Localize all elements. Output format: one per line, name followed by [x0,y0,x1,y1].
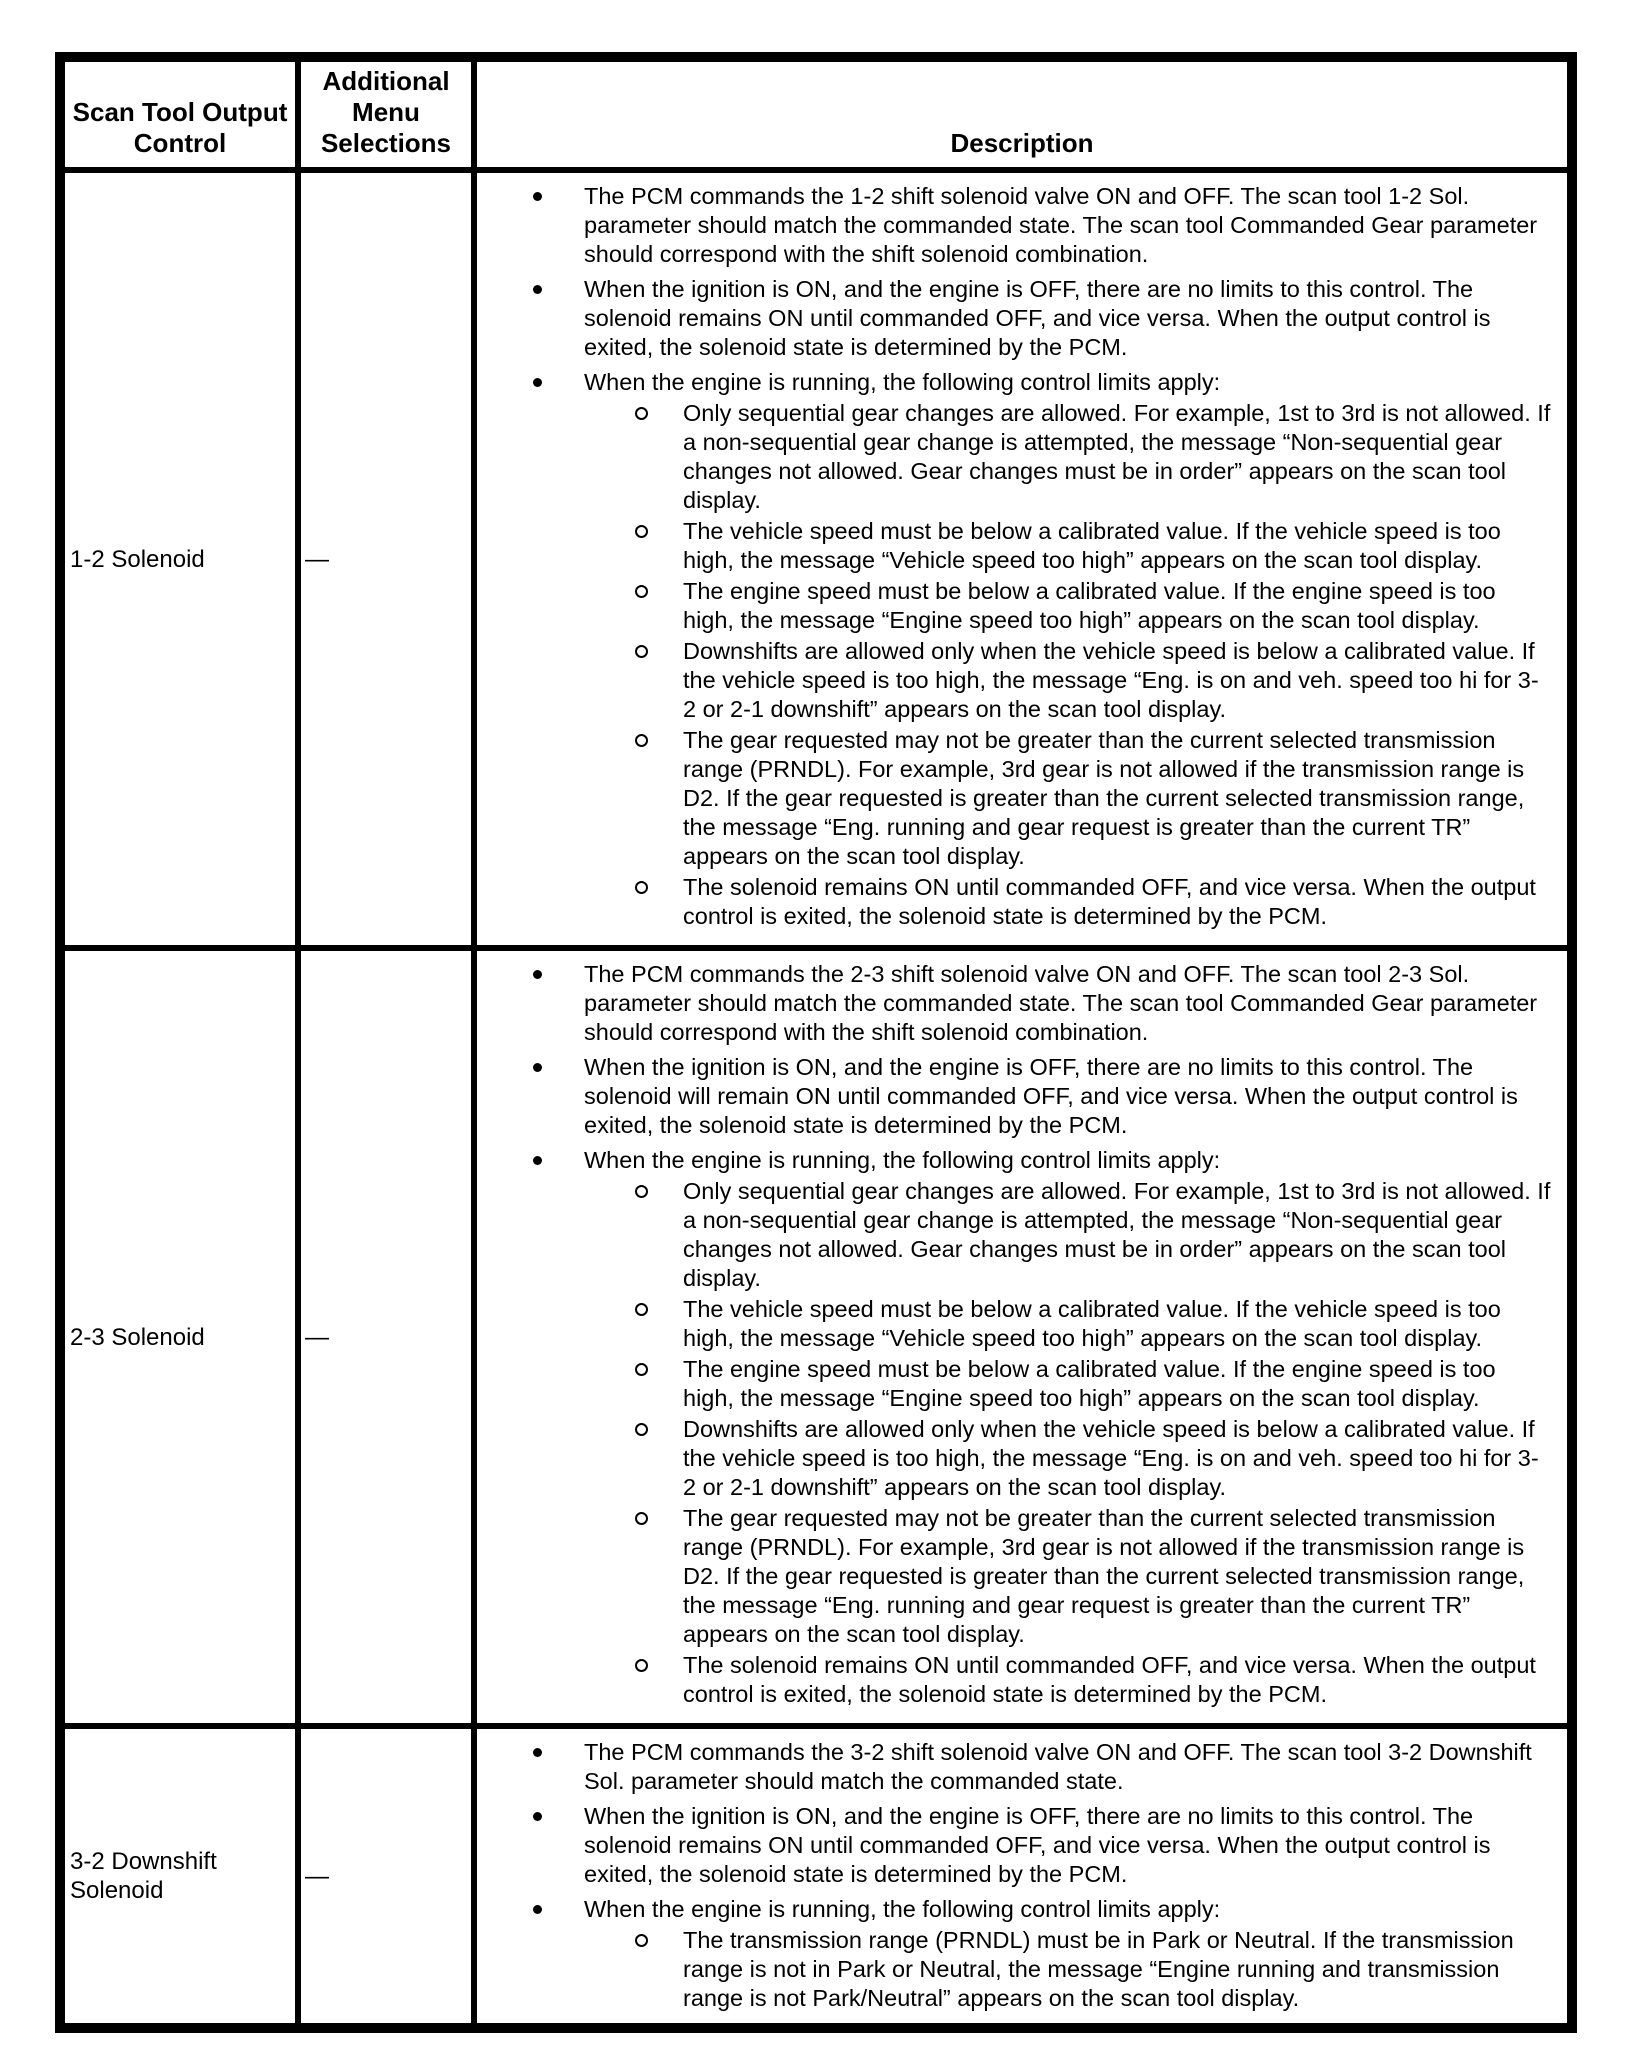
circle-bullet-icon [635,407,648,420]
bullet-text: The PCM commands the 1-2 shift solenoid valve ON and OFF. The scan tool 1-2 Sol. parameter should match the commanded state. The scan tool Commanded Gear parameter should correspond with the shift solenoid combination. [584,183,1538,267]
bullet-text: When the ignition is ON, and the engine is OFF, there are no limits to this control. The solenoid will remain ON until commanded OFF, and vice versa. When the output control is exited, the solenoid state is determined by the PCM. [584,1054,1518,1138]
menu-cell [298,948,474,1726]
sub-bullet-item [584,517,1551,575]
bullet-text: The PCM commands the 2-3 shift solenoid valve ON and OFF. The scan tool 2-3 Sol. parameter should match the commanded state. The scan tool Commanded Gear parameter should correspond with the shift solenoid combination. [584,961,1538,1045]
sub-bullet-item [584,1415,1551,1502]
bullet-item [477,1895,1551,2013]
sub-bullet-text: Downshifts are allowed only when the vehicle speed is below a calibrated value. If the vehicle speed is too high, the message “Eng. is on and veh. speed too hi for 3-2 or 2-1 downshift” appears on the scan tool display. [683,638,1539,722]
sub-bullet-list [584,1926,1551,2013]
control-label: 2-3 Solenoid [70,1323,205,1351]
bullet-list [477,960,1551,1709]
header-additional-menu-selections: Additional Menu Selections [298,57,474,170]
bullet-item [477,1146,1551,1709]
sub-bullet-item [584,1651,1551,1709]
control-label: 1-2 Solenoid [70,545,205,573]
circle-bullet-icon [635,1423,648,1436]
bullet-text: When the ignition is ON, and the engine is OFF, there are no limits to this control. The solenoid remains ON until commanded OFF, and vice versa. When the output control is exited, the solenoid state is determined by the PCM. [584,276,1491,360]
output-control-table [55,52,1577,2033]
bullet-list [477,1738,1551,2013]
sub-bullet-text: Downshifts are allowed only when the vehicle speed is below a calibrated value. If the vehicle speed is too high, the message “Eng. is on and veh. speed too hi for 3-2 or 2-1 downshift” appears on the scan tool display. [683,1416,1539,1500]
menu-value: — [305,1323,329,1351]
circle-bullet-icon [635,1512,648,1525]
table-body [60,170,1572,2028]
circle-bullet-icon [635,734,648,747]
circle-bullet-icon [635,1659,648,1672]
description-cell [474,1726,1572,2028]
table-header-row [60,57,1572,170]
bullet-dot-icon [533,285,542,294]
bullet-dot-icon [533,192,542,201]
table-row [60,948,1572,1726]
menu-value: — [305,545,329,573]
bullet-item [477,368,1551,931]
sub-bullet-text: The engine speed must be below a calibrated value. If the engine speed is too high, the message “Engine speed too high” appears on the scan tool display. [683,1356,1496,1411]
circle-bullet-icon [635,1185,648,1198]
circle-bullet-icon [635,525,648,538]
table-row [60,170,1572,948]
sub-bullet-item [584,1355,1551,1413]
bullet-item [477,1053,1551,1140]
bullet-item [477,1738,1551,1796]
sub-bullet-text: The solenoid remains ON until commanded OFF, and vice versa. When the output control is exited, the solenoid state is determined by the PCM. [683,1652,1536,1707]
bullet-dot-icon [533,378,542,387]
sub-bullet-text: Only sequential gear changes are allowed. For example, 1st to 3rd is not allowed. If a non-sequential gear change is attempted, the message “Non-sequential gear changes not allowed. Gear changes must be in order” appears on the scan tool display. [683,400,1551,513]
sub-bullet-list [584,399,1551,931]
bullet-list [477,182,1551,931]
sub-bullet-text: The solenoid remains ON until commanded OFF, and vice versa. When the output control is exited, the solenoid state is determined by the PCM. [683,874,1536,929]
bullet-item [477,1802,1551,1889]
menu-cell [298,1726,474,2028]
bullet-dot-icon [533,1905,542,1914]
sub-bullet-item [584,873,1551,931]
table-row [60,1726,1572,2028]
bullet-text: When the engine is running, the following control limits apply: [584,1896,1221,1922]
circle-bullet-icon [635,585,648,598]
sub-bullet-item [584,726,1551,871]
bullet-item [477,275,1551,362]
sub-bullet-item [584,399,1551,515]
circle-bullet-icon [635,1303,648,1316]
sub-bullet-text: The gear requested may not be greater than the current selected transmission range (PRNDL). For example, 3rd gear is not allowed if the transmission range is D2. If the gear requested is greater than the current selected transmission range, the message “Eng. running and gear request is greater than the current TR” appears on the scan tool display. [683,727,1525,869]
bullet-dot-icon [533,1748,542,1757]
control-cell [60,1726,298,2028]
circle-bullet-icon [635,645,648,658]
bullet-dot-icon [533,1063,542,1072]
control-cell [60,948,298,1726]
sub-bullet-list [584,1177,1551,1709]
header-description: Description [474,57,1572,170]
sub-bullet-text: The transmission range (PRNDL) must be in Park or Neutral. If the transmission range is not in Park or Neutral, the message “Engine running and transmission range is not Park/Neutral” appears on the scan tool display. [683,1927,1514,2011]
bullet-dot-icon [533,1156,542,1165]
control-cell [60,170,298,948]
circle-bullet-icon [635,1934,648,1947]
menu-value: — [305,1862,329,1890]
bullet-dot-icon [533,970,542,979]
bullet-text: When the engine is running, the following control limits apply: [584,369,1221,395]
sub-bullet-text: The vehicle speed must be below a calibrated value. If the vehicle speed is too high, the message “Vehicle speed too high” appears on the scan tool display. [683,1296,1501,1351]
header-scan-tool-output-control: Scan Tool Output Control [60,57,298,170]
description-cell [474,948,1572,1726]
sub-bullet-text: The engine speed must be below a calibrated value. If the engine speed is too high, the message “Engine speed too high” appears on the scan tool display. [683,578,1496,633]
control-label: 3-2 Downshift Solenoid [70,1848,217,1904]
sub-bullet-item [584,637,1551,724]
bullet-dot-icon [533,1812,542,1821]
circle-bullet-icon [635,1363,648,1376]
sub-bullet-text: The vehicle speed must be below a calibrated value. If the vehicle speed is too high, the message “Vehicle speed too high” appears on the scan tool display. [683,518,1501,573]
description-cell [474,170,1572,948]
sub-bullet-item [584,1295,1551,1353]
sub-bullet-item [584,1926,1551,2013]
bullet-item [477,182,1551,269]
sub-bullet-item [584,1177,1551,1293]
sub-bullet-text: Only sequential gear changes are allowed. For example, 1st to 3rd is not allowed. If a non-sequential gear change is attempted, the message “Non-sequential gear changes not allowed. Gear changes must be in order” appears on the scan tool display. [683,1178,1551,1291]
circle-bullet-icon [635,881,648,894]
bullet-text: When the ignition is ON, and the engine is OFF, there are no limits to this control. The solenoid remains ON until commanded OFF, and vice versa. When the output control is exited, the solenoid state is determined by the PCM. [584,1803,1491,1887]
sub-bullet-item [584,577,1551,635]
bullet-text: The PCM commands the 3-2 shift solenoid valve ON and OFF. The scan tool 3-2 Downshift Sol. parameter should match the commanded state. [584,1739,1532,1794]
bullet-item [477,960,1551,1047]
sub-bullet-text: The gear requested may not be greater than the current selected transmission range (PRNDL). For example, 3rd gear is not allowed if the transmission range is D2. If the gear requested is greater than the current selected transmission range, the message “Eng. running and gear request is greater than the current TR” appears on the scan tool display. [683,1505,1525,1647]
sub-bullet-item [584,1504,1551,1649]
menu-cell [298,170,474,948]
bullet-text: When the engine is running, the following control limits apply: [584,1147,1221,1173]
